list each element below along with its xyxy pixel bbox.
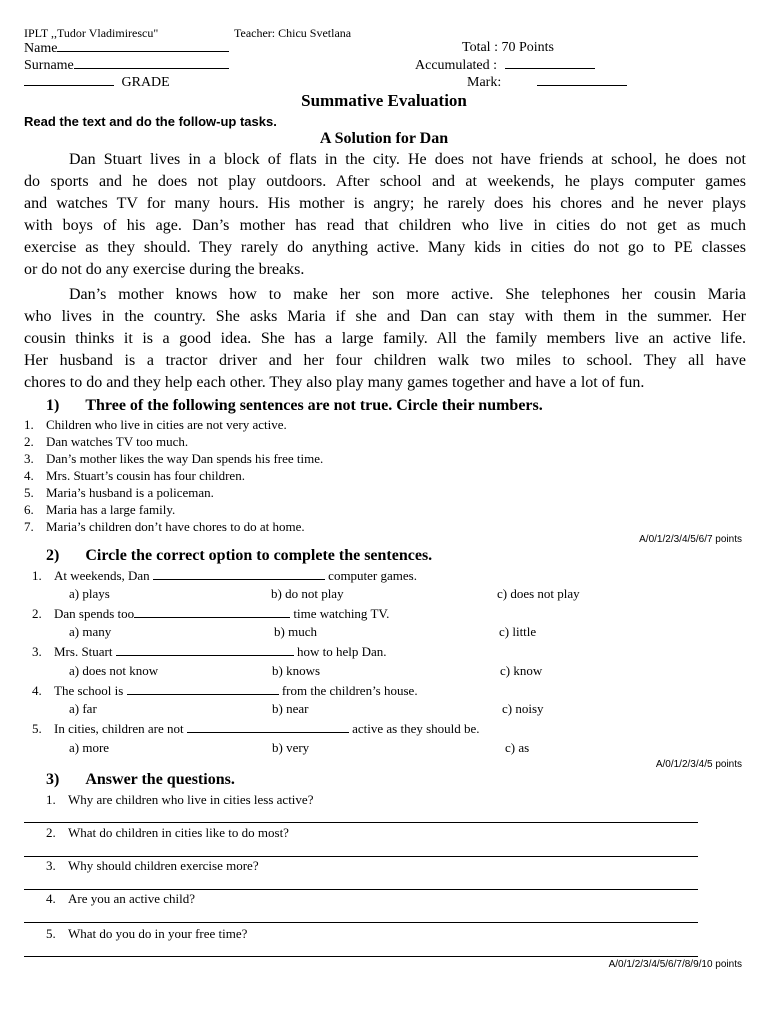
- option-b[interactable]: b) do not play: [271, 586, 344, 601]
- question: 5. What do you do in your free time?: [46, 926, 248, 941]
- task2-item: 3. Mrs. Stuart how to help Dan.: [32, 644, 387, 659]
- option-a[interactable]: a) many: [69, 624, 112, 639]
- answer-line[interactable]: [24, 856, 698, 857]
- grade-blank[interactable]: [24, 74, 114, 86]
- list-item[interactable]: 5. Maria’s husband is a policeman.: [24, 485, 214, 500]
- paragraph-line: or do not do any exercise during the breaks.: [24, 261, 305, 278]
- paragraph-line: with boys of his age. Dan’s mother has read that children who live in cities do not get as much: [24, 217, 746, 234]
- question: 3. Why should children exercise more?: [46, 858, 259, 873]
- paragraph-line: and watches TV for many hours. His mother is angry; he rarely does his chores and he never plays: [24, 195, 746, 212]
- task2-item: 4. The school is from the children’s house.: [32, 683, 418, 698]
- paragraph-line: Dan’s mother knows how to make her son more active. She telephones her cousin Maria: [69, 286, 746, 303]
- task1-list: [24, 416, 323, 535]
- answer-line[interactable]: [24, 956, 698, 957]
- surname-label: Surname: [24, 58, 74, 73]
- mark-label: Mark:: [467, 75, 502, 90]
- paragraph-line: chores to do and they help each other. They also play many games together and have a lot of fun.: [24, 374, 645, 391]
- task3-points: A/0/1/2/3/4/5/6/7/8/9/10 points: [608, 959, 742, 970]
- option-b[interactable]: b) knows: [272, 663, 321, 678]
- option-b[interactable]: b) much: [274, 624, 317, 639]
- name-field[interactable]: [24, 40, 229, 57]
- paragraph-line: who lives in the country. She asks Maria if she and Dan can stay with them in the summer. Her: [24, 308, 746, 325]
- option-a[interactable]: a) does not know: [69, 663, 159, 678]
- task1-number: 1): [46, 397, 60, 414]
- grade-label: GRADE: [121, 75, 170, 90]
- question: 1. Why are children who live in cities less active?: [46, 792, 314, 807]
- text-title: A Solution for Dan: [319, 130, 449, 147]
- teacher-name: Teacher: Chicu Svetlana: [234, 26, 352, 40]
- option-a[interactable]: a) more: [69, 740, 110, 755]
- list-item[interactable]: 1. Children who live in cities are not very active.: [24, 417, 287, 432]
- question: 4. Are you an active child?: [46, 891, 196, 906]
- surname-field[interactable]: [24, 57, 229, 74]
- accumulated-blank[interactable]: [505, 57, 595, 69]
- reading-paragraph-2: [24, 284, 746, 394]
- paragraph-line: do sports and he does not play outdoors. After school and at weekends, he plays computer games: [24, 173, 746, 190]
- option-c[interactable]: c) little: [499, 624, 537, 639]
- option-a[interactable]: a) plays: [69, 586, 110, 601]
- task2-item: 2. Dan spends too time watching TV.: [32, 606, 390, 621]
- option-c[interactable]: c) as: [505, 740, 530, 755]
- paragraph-line: Dan Stuart lives in a block of flats in the city. He does not have friends at school, he does not: [69, 151, 746, 168]
- page-title: Summative Evaluation: [301, 91, 467, 110]
- answer-line[interactable]: [24, 822, 698, 823]
- list-item[interactable]: 4. Mrs. Stuart’s cousin has four children.: [24, 468, 245, 483]
- school-name: IPLT ,,Tudor Vladimirescu": [24, 26, 159, 40]
- list-item[interactable]: 2. Dan watches TV too much.: [24, 434, 189, 449]
- option-a[interactable]: a) far: [69, 701, 97, 716]
- answer-blank[interactable]: [127, 682, 279, 695]
- paragraph-line: exercise as they should. They rarely do anything active. Many kids in cities do not go to PE classes: [24, 239, 746, 256]
- task2-title: Circle the correct option to complete the sentences.: [85, 547, 433, 564]
- task3-heading: [46, 771, 235, 789]
- option-c[interactable]: c) does not play: [497, 586, 580, 601]
- answer-blank[interactable]: [116, 643, 294, 656]
- answer-line[interactable]: [24, 922, 698, 923]
- paragraph-line: Her husband is a tractor driver and her four children walk two miles to school. They all have: [24, 352, 746, 369]
- task1-heading: [46, 397, 543, 415]
- name-label: Name: [24, 41, 58, 56]
- reading-paragraph-1: [24, 149, 746, 281]
- instruction: Read the text and do the follow-up tasks.: [24, 114, 277, 129]
- list-item[interactable]: 7. Maria’s children don’t have chores to do at home.: [24, 519, 305, 534]
- grade-field[interactable]: [24, 74, 170, 91]
- option-b[interactable]: b) very: [272, 740, 310, 755]
- task2-number: 2): [46, 547, 60, 564]
- task3-number: 3): [46, 771, 60, 788]
- total-points: Total : 70 Points: [462, 40, 554, 55]
- option-c[interactable]: c) know: [500, 663, 543, 678]
- option-c[interactable]: c) noisy: [502, 701, 544, 716]
- task2-item: 1. At weekends, Dan computer games.: [32, 568, 417, 583]
- task2-points: A/0/1/2/3/4/5 points: [655, 759, 742, 770]
- list-item[interactable]: 3. Dan’s mother likes the way Dan spends his free time.: [24, 451, 324, 466]
- answer-line[interactable]: [24, 889, 698, 890]
- task1-title: Three of the following sentences are not true. Circle their numbers.: [85, 397, 543, 414]
- answer-blank[interactable]: [134, 605, 290, 618]
- answer-blank[interactable]: [187, 720, 349, 733]
- task1-points: A/0/1/2/3/4/5/6/7 points: [639, 534, 742, 545]
- surname-blank[interactable]: [74, 57, 229, 69]
- accumulated-label: Accumulated :: [415, 58, 498, 73]
- list-item[interactable]: 6. Maria has a large family.: [24, 502, 176, 517]
- task3-title: Answer the questions.: [85, 771, 235, 788]
- mark-blank[interactable]: [537, 74, 627, 86]
- paragraph-line: cousin thinks it is a good idea. She has a large family. All the family members live an active life.: [24, 330, 746, 347]
- mark-field[interactable]: [467, 74, 627, 91]
- name-blank[interactable]: [57, 40, 229, 52]
- task2-item: 5. In cities, children are not active as they should be.: [32, 721, 480, 736]
- option-b[interactable]: b) near: [272, 701, 309, 716]
- task2-heading: [46, 547, 432, 565]
- question: 2. What do children in cities like to do most?: [46, 825, 289, 840]
- answer-blank[interactable]: [153, 567, 325, 580]
- accumulated-field[interactable]: [415, 57, 595, 74]
